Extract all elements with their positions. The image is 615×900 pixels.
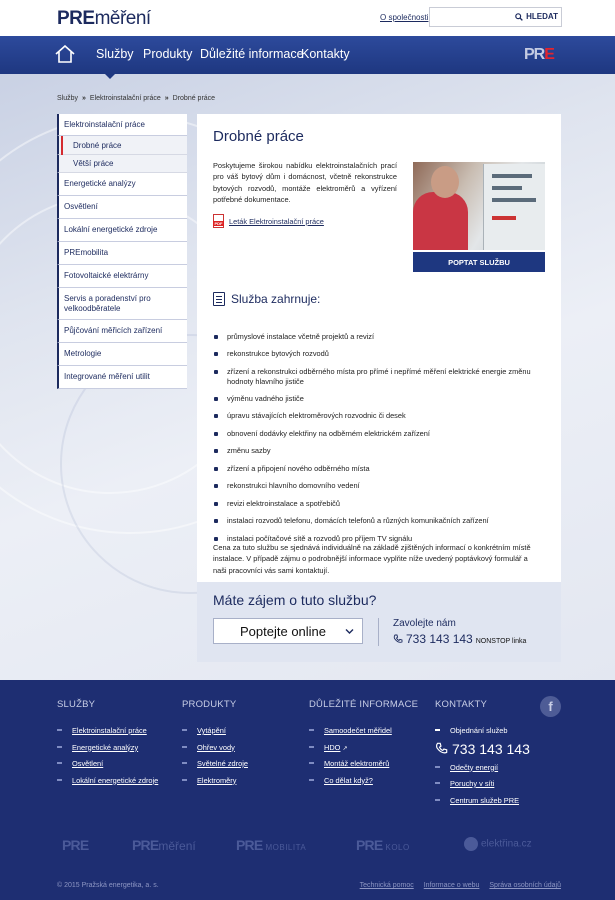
brand-pre-mereni[interactable]: [132, 837, 196, 853]
sidebar-item-energeticke-analyzy[interactable]: Energetické analýzy: [57, 173, 187, 196]
footer-list-item: [435, 796, 530, 805]
sidebar-item-premobilita[interactable]: PREmobilita: [57, 242, 187, 265]
footer-link[interactable]: Ohřev vody: [197, 742, 235, 752]
search-icon: [515, 13, 523, 21]
list-item: změnu sazby: [213, 446, 553, 456]
brand-logo-pr: PR: [524, 46, 545, 63]
inquiry-select[interactable]: [213, 618, 363, 644]
footer-heading: PRODUKTY: [182, 699, 237, 710]
footer-list-item: [309, 743, 418, 752]
sidebar-subnav: [57, 136, 187, 173]
brand-rest: elektřina.cz: [481, 838, 532, 850]
search-button[interactable]: [515, 12, 558, 21]
elektrina-logo-icon: [464, 837, 478, 851]
external-link-icon: ↗: [342, 745, 348, 752]
footer-heading: SLUŽBY: [57, 699, 96, 710]
phone-line: [393, 632, 526, 646]
list-item: výměnu vadného jističe: [213, 394, 553, 404]
footer-list-item: [57, 726, 158, 735]
nonstop-label: NONSTOP linka: [475, 638, 527, 645]
footer-col-produkty: [182, 699, 248, 792]
pre-brand-logo[interactable]: [524, 46, 554, 64]
footer-link[interactable]: Energetické analýzy: [72, 742, 139, 752]
divider: [378, 618, 379, 646]
footer-list-item: [309, 726, 418, 735]
nav-dulezite-informace[interactable]: Důležité informace: [200, 47, 304, 61]
footer-link[interactable]: Samoodečet měřidel: [324, 726, 392, 735]
brand-bold: PRE: [62, 837, 89, 853]
call-us-label: Zavolejte nám: [393, 618, 456, 629]
main-nav: [0, 36, 615, 74]
electrician-photo: [413, 162, 545, 250]
sidebar-item-osvetleni[interactable]: Osvětlení: [57, 196, 187, 219]
list-item: instalaci počítačové sítě a rozvodů pro příjem TV signálu: [213, 534, 553, 544]
brand-logo-e: E: [544, 46, 554, 63]
footer-col-sluzby: [57, 699, 158, 792]
logo-bold: PRE: [57, 8, 95, 29]
footer-list-item: [182, 759, 248, 768]
footer-link[interactable]: Poruchy v síti: [450, 779, 495, 788]
copyright: © 2015 Pražská energetika, a. s.: [57, 882, 159, 889]
chevron-down-icon: [345, 628, 354, 635]
list-item: zřízení a připojení nového odběrného místa: [213, 464, 553, 474]
breadcrumb-separator: »: [164, 95, 169, 102]
brand-rest: KOLO: [385, 843, 410, 852]
main-content: [197, 114, 561, 582]
footer-col-dulezite: [309, 699, 418, 792]
footer-list-item: [57, 743, 158, 752]
outro-text: Cena za tuto službu se sjednává individuálně na základě zjištěných informací o konkrétním místě instalace. V případě zájmu o podrobnější informace vyplňte níže uvedený poptávkový formulář a naši pracovníci vás sami kontaktují.: [213, 543, 531, 575]
brand-bold: PRE: [132, 837, 159, 853]
includes-list: [213, 332, 553, 551]
sidebar-item-pujcovani-mericich-zarizeni[interactable]: Půjčování měřicích zařízení: [57, 320, 187, 343]
list-item: obnovení dodávky elektřiny na odběrném elektrickém zařízení: [213, 429, 553, 439]
breadcrumb: [57, 95, 215, 102]
site-logo[interactable]: [57, 8, 151, 30]
includes-header: [213, 292, 320, 306]
footer-phone-number: 733 143 143: [452, 740, 530, 757]
sidebar-item-lokalni-energeticke-zdroje[interactable]: Lokální energetické zdroje: [57, 219, 187, 242]
footer-bottom-link[interactable]: Správa osobních údajů: [489, 882, 561, 889]
list-item: revizi elektroinstalace a spotřebičů: [213, 499, 553, 509]
list-item: instalaci rozvodů telefonu, domácích telefonů a různých komunikačních zařízení: [213, 516, 553, 526]
brand-bold: PRE: [356, 837, 383, 853]
breadcrumb-current: Drobné práce: [172, 95, 216, 102]
footer-order-label: Objednání služeb: [435, 726, 530, 735]
footer-col-kontakty: [435, 699, 530, 812]
list-item: průmyslové instalace včetně projektů a revizí: [213, 332, 553, 342]
footer-list-item: [57, 759, 158, 768]
includes-heading: Služba zahrnuje:: [231, 292, 321, 306]
pdf-link-row: [213, 214, 324, 228]
footer-link[interactable]: Elektroinstalační práce: [72, 726, 147, 735]
order-service-button[interactable]: POPTAT SLUŽBU: [413, 252, 545, 272]
sidebar-subitem-vetsi-prace[interactable]: Větší práce: [57, 155, 187, 173]
footer-list-item: [309, 759, 418, 768]
page-title: Drobné práce: [213, 128, 304, 145]
pdf-link[interactable]: Leták Elektroinstalační práce: [229, 216, 324, 226]
nav-produkty[interactable]: Produkty: [143, 47, 193, 61]
search-input[interactable]: [429, 7, 562, 27]
footer-link[interactable]: Odečty energií: [450, 762, 499, 772]
footer-list-item: [309, 776, 418, 785]
footer-bottom-link[interactable]: Technická pomoc: [359, 882, 414, 889]
footer-link[interactable]: Lokální energetické zdroje: [72, 775, 159, 785]
footer-list-item: [182, 726, 248, 735]
logo-rest: měření: [94, 8, 151, 29]
footer-link[interactable]: Centrum služeb PRE: [450, 795, 520, 805]
sidebar-item-fotovoltaicke-elektrarny[interactable]: Fotovoltaické elektrárny: [57, 265, 187, 288]
company-link[interactable]: O společnosti: [380, 13, 429, 22]
sidebar-item-servis-a-poradenstvi[interactable]: Servis a poradenství pro velkoodběratele: [57, 288, 187, 320]
home-icon[interactable]: [55, 45, 75, 63]
brand-pre-kolo[interactable]: [356, 837, 410, 853]
sidebar-item-integrovane-mereni-utilit[interactable]: Integrované měření utilit: [57, 366, 187, 389]
footer-heading: DŮLEŽITÉ INFORMACE: [309, 699, 419, 710]
footer-link[interactable]: Co dělat když?: [324, 775, 373, 785]
list-item: rekonstrukce bytových rozvodů: [213, 349, 553, 359]
brand-pre-mobilita[interactable]: [236, 837, 306, 853]
brand-rest: MOBILITA: [265, 843, 307, 852]
inquiry-select-value: Poptejte online: [240, 623, 327, 639]
phone-number[interactable]: 733 143 143: [406, 632, 473, 646]
active-marker: [61, 136, 63, 155]
footer-link[interactable]: Osvětlení: [72, 759, 104, 768]
interest-heading: Máte zájem o tuto službu?: [213, 592, 377, 608]
footer-list-item: [182, 743, 248, 752]
list-item: úpravu stávajících elektroměrových rozvodnic či desek: [213, 411, 553, 421]
nav-sluzby[interactable]: Služby: [96, 47, 134, 61]
pdf-icon: [213, 214, 224, 228]
facebook-icon[interactable]: f: [540, 696, 561, 717]
brand-bold: PRE: [236, 837, 263, 853]
footer-list-item: [435, 763, 530, 772]
footer-list-item: [435, 779, 530, 788]
breadcrumb-separator: »: [82, 95, 86, 102]
breadcrumb-item[interactable]: Elektroinstalační práce: [89, 95, 161, 102]
search-button-label: HLEDAT: [526, 12, 558, 21]
brand-elektrina[interactable]: [464, 837, 532, 851]
list-item: zřízení a rekonstrukci odběrného místa pro přímé i nepřímé měření elektrické energie změnu hodnoty hlavního jističe: [213, 367, 553, 387]
footer-link[interactable]: HDO: [324, 742, 341, 752]
phone-icon: [435, 742, 448, 755]
footer-link[interactable]: Elektroměry: [197, 775, 237, 785]
footer-link[interactable]: Světelné zdroje: [197, 759, 248, 768]
brand-rest: měření: [158, 839, 196, 853]
footer-link[interactable]: Vytápění: [197, 726, 226, 735]
sidebar-item-metrologie[interactable]: Metrologie: [57, 343, 187, 366]
footer-bottom-link[interactable]: Informace o webu: [423, 882, 480, 889]
footer-link[interactable]: Montáž elektroměrů: [324, 759, 390, 768]
footer-heading: KONTAKTY: [435, 699, 488, 710]
list-item: rekonstrukci hlavního domovního vedení: [213, 481, 553, 491]
breadcrumb-item[interactable]: Služby: [57, 95, 79, 102]
footer-bottom-links: [360, 882, 561, 889]
brand-logos: [0, 830, 615, 860]
sidebar: [57, 114, 187, 389]
list-icon: [213, 292, 225, 306]
top-bar: [0, 0, 615, 36]
intro-text: Poskytujeme širokou nabídku elektroinstalačních prací pro váš bytový dům i domácnost, včetně rekonstrukce bytových rozvodů, montáže elektroměrů a vyřízení potřebné dokumentace.: [213, 161, 397, 205]
footer-phone[interactable]: [435, 741, 530, 757]
sidebar-item-elektroinstalacni-prace[interactable]: Elektroinstalační práce: [57, 114, 187, 136]
brand-pre[interactable]: [62, 837, 88, 853]
interest-box: [197, 582, 561, 662]
footer: [0, 680, 615, 900]
nav-active-pointer: [105, 74, 115, 79]
footer-list-item: [182, 776, 248, 785]
sidebar-subitem-drobne-prace[interactable]: Drobné práce: [57, 136, 187, 155]
phone-icon: [393, 634, 403, 644]
footer-list-item: [57, 776, 158, 785]
nav-kontakty[interactable]: Kontakty: [301, 47, 350, 61]
